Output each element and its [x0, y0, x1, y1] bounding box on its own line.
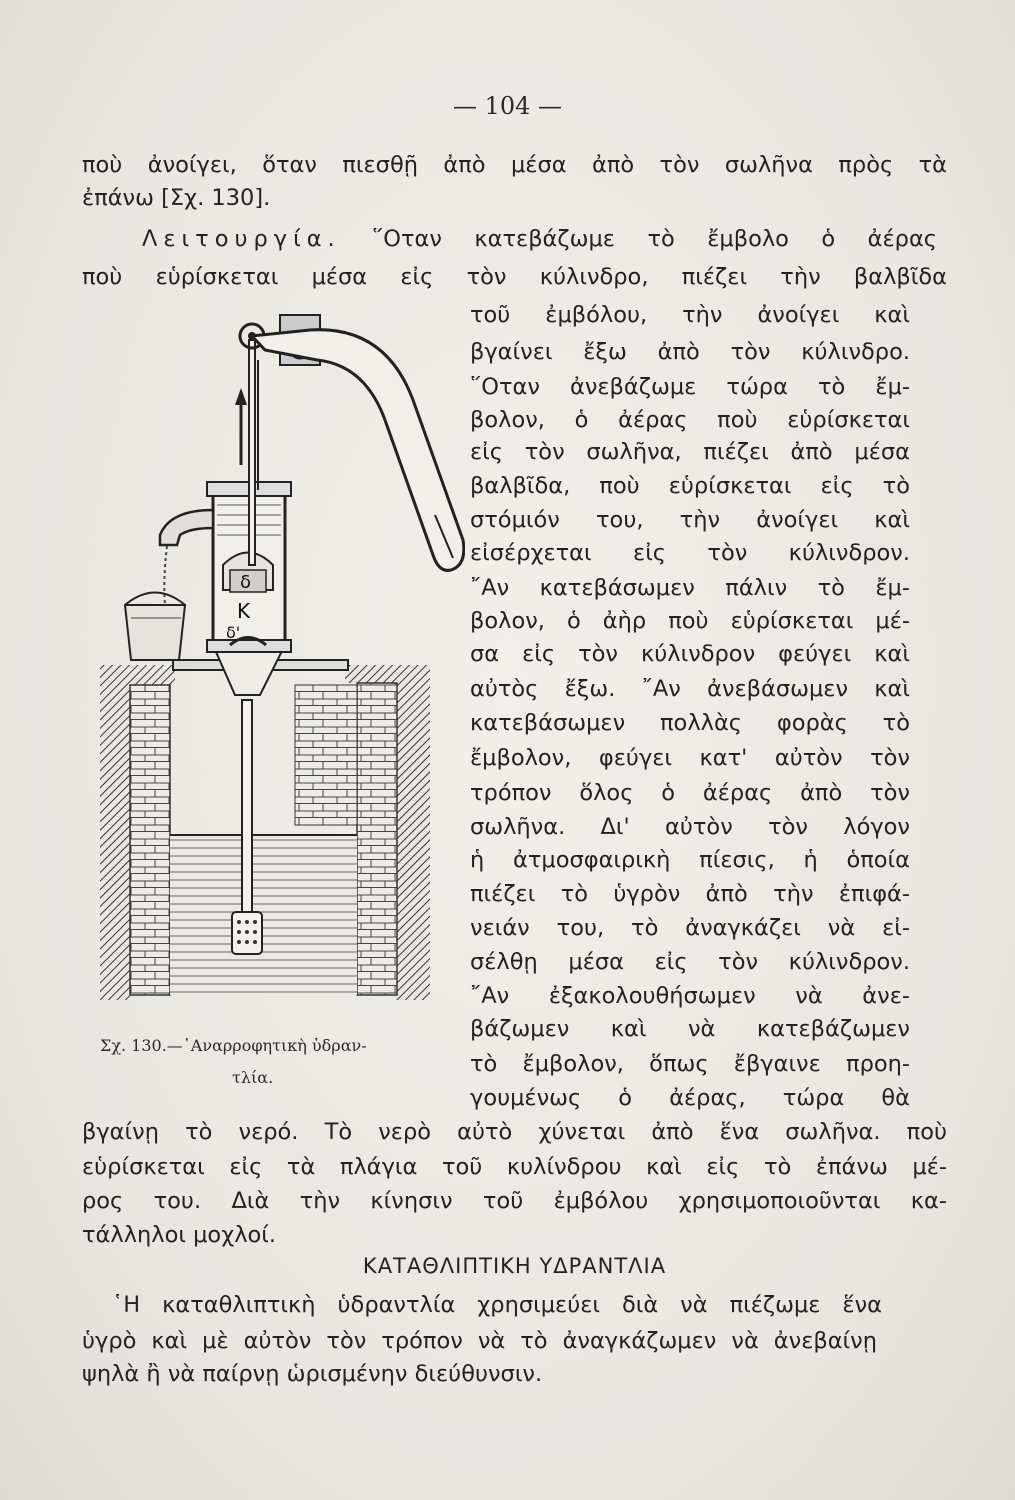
bucket	[125, 605, 185, 660]
figure-caption-line2: τλία.	[232, 1068, 274, 1087]
text-line: εἰσέρχεται εἰς τὸν κύλινδρον.	[470, 540, 910, 566]
section-run-in-title: Λειτουργία.	[142, 226, 341, 252]
text-line: τοῦ ἐμβόλου, τὴν ἀνοίγει καὶ	[470, 302, 910, 328]
text-line: ψηλὰ ἢ νὰ παίρνῃ ὡρισμένην διεύθυνσιν.	[82, 1361, 543, 1387]
text-line: βολον, ὁ ἀὴρ ποὺ εὑρίσκεται μέ-	[470, 608, 910, 634]
text-line: κατεβάσωμεν πολλὰς φορὰς τὸ	[470, 710, 910, 736]
ground-left	[100, 665, 130, 1000]
text-line: βάζωμεν καὶ νὰ κατεβάζωμεν	[470, 1016, 910, 1042]
piston-rod	[249, 340, 255, 565]
text-line: ῎Αν ἐξακολουθήσωμεν νὰ ἀνε-	[470, 983, 910, 1009]
text-line: ποὺ ἀνοίγει, ὅταν πιεσθῇ ἀπὸ μέσα ἀπὸ τὸν σωλῆνα πρὸς τὰ	[82, 152, 947, 178]
text-line: εὑρίσκεται εἰς τὰ πλάγια τοῦ κυλίνδρου καὶ εἰς τὸ ἐπάνω μέ-	[82, 1154, 947, 1180]
text-line: ποὺ εὑρίσκεται μέσα εἰς τὸν κύλινδρο, πιέζει τὴν βαλβῖδα	[82, 264, 947, 290]
text-line: ὑγρὸ καὶ μὲ αὐτὸν τὸν τρόπον νὰ τὸ ἀναγκάζωμεν νὰ ἀνεβαίνῃ	[82, 1328, 877, 1354]
figure-caption-line1: Σχ. 130.—᾽Αναρροφητικὴ ὑδραν-	[100, 1036, 367, 1055]
text-line: ἔμβολον, φεύγει κατ' αὐτὸν τὸν	[470, 745, 910, 771]
text-line: σέλθῃ μέσα εἰς τὸν κύλινδρον.	[470, 949, 910, 975]
well-wall-left	[130, 685, 170, 995]
text-line: αὐτὸς ἔξω. ῎Αν ἀνεβάσωμεν καὶ	[470, 676, 910, 702]
text-line: ῎Αν κατεβάσωμεν πάλιν τὸ ἔμ-	[470, 575, 910, 601]
text-line: ῞Οταν κατεβάζωμε τὸ ἔμβολο ὁ ἀέρας	[372, 226, 937, 252]
text-line: σωλῆνα. Δι' αὐτὸν τὸν λόγον	[470, 814, 910, 840]
text-line: τρόπον ὅλος ὁ ἀέρας ἀπὸ τὸν	[470, 780, 910, 806]
well-water	[170, 835, 357, 995]
suction-pump-illustration	[95, 300, 465, 1030]
text-line: νειάν του, τὸ ἀναγκάζει νὰ εἰ-	[470, 915, 910, 941]
text-line: ἐπάνω [Σχ. 130].	[82, 185, 271, 211]
text-line: ρος του. Διὰ τὴν κίνησιν τοῦ ἐμβόλου χρησιμοποιοῦνται κα-	[82, 1188, 947, 1214]
label-k: Κ	[237, 599, 251, 623]
text-line: βγαίνει ἔξω ἀπὸ τὸν κύλινδρο.	[470, 339, 910, 365]
ground-top-right	[345, 665, 430, 683]
text-line: βγαίνῃ τὸ νερό. Τὸ νερὸ αὐτὸ χύνεται ἀπὸ ἕνα σωλῆνα. ποὺ	[82, 1119, 947, 1145]
text-line: ῞Οταν ἀνεβάζωμε τώρα τὸ ἔμ-	[470, 374, 910, 400]
pump-spout	[160, 510, 213, 545]
text-line: γουμένως ὁ ἀέρας, τώρα θὰ	[470, 1085, 910, 1111]
text-line: βαλβῖδα, ποὺ εὑρίσκεται εἰς τὸ	[470, 473, 910, 499]
label-b2: δ'	[226, 623, 241, 642]
text-line: τάλληλοι μοχλοί.	[82, 1222, 277, 1248]
text-line: ἡ ἀτμοσφαιρικὴ πίεσις, ἡ ὁποία	[470, 847, 910, 873]
text-line: εἰς τὸν σωλῆνα, πιέζει ἀπὸ μέσα	[470, 439, 910, 465]
well-wall-right	[357, 683, 397, 995]
suction-pipe	[242, 700, 252, 915]
text-line: σα εἰς τὸν κύλινδρον φεύγει καὶ	[470, 641, 910, 667]
text-line: πιέζει τὸ ὑγρὸν ἀπὸ τὴν ἐπιφά-	[470, 881, 910, 907]
ground-right	[395, 665, 430, 1000]
well-inner-bricks	[295, 685, 357, 825]
text-line: στόμιόν του, τὴν ἀνοίγει καὶ	[470, 507, 910, 533]
page-number: — 104 —	[452, 92, 563, 120]
text-line: βολον, ὁ ἀέρας ποὺ εὑρίσκεται	[470, 407, 910, 433]
label-b1: δ	[240, 572, 252, 593]
ground-top-left	[100, 665, 175, 685]
text-line: ῾Η καταθλιπτικὴ ὑδραντλία χρησιμεύει διὰ νὰ πιέζωμε ἕνα	[112, 1292, 882, 1318]
section-heading: ΚΑΤΑΘΛΙΠΤΙΚΗ ΥΔΡΑΝΤΛΙΑ	[362, 1254, 667, 1278]
text-line: τὸ ἔμβολον, ὅπως ἔβγαινε προη-	[470, 1051, 910, 1077]
